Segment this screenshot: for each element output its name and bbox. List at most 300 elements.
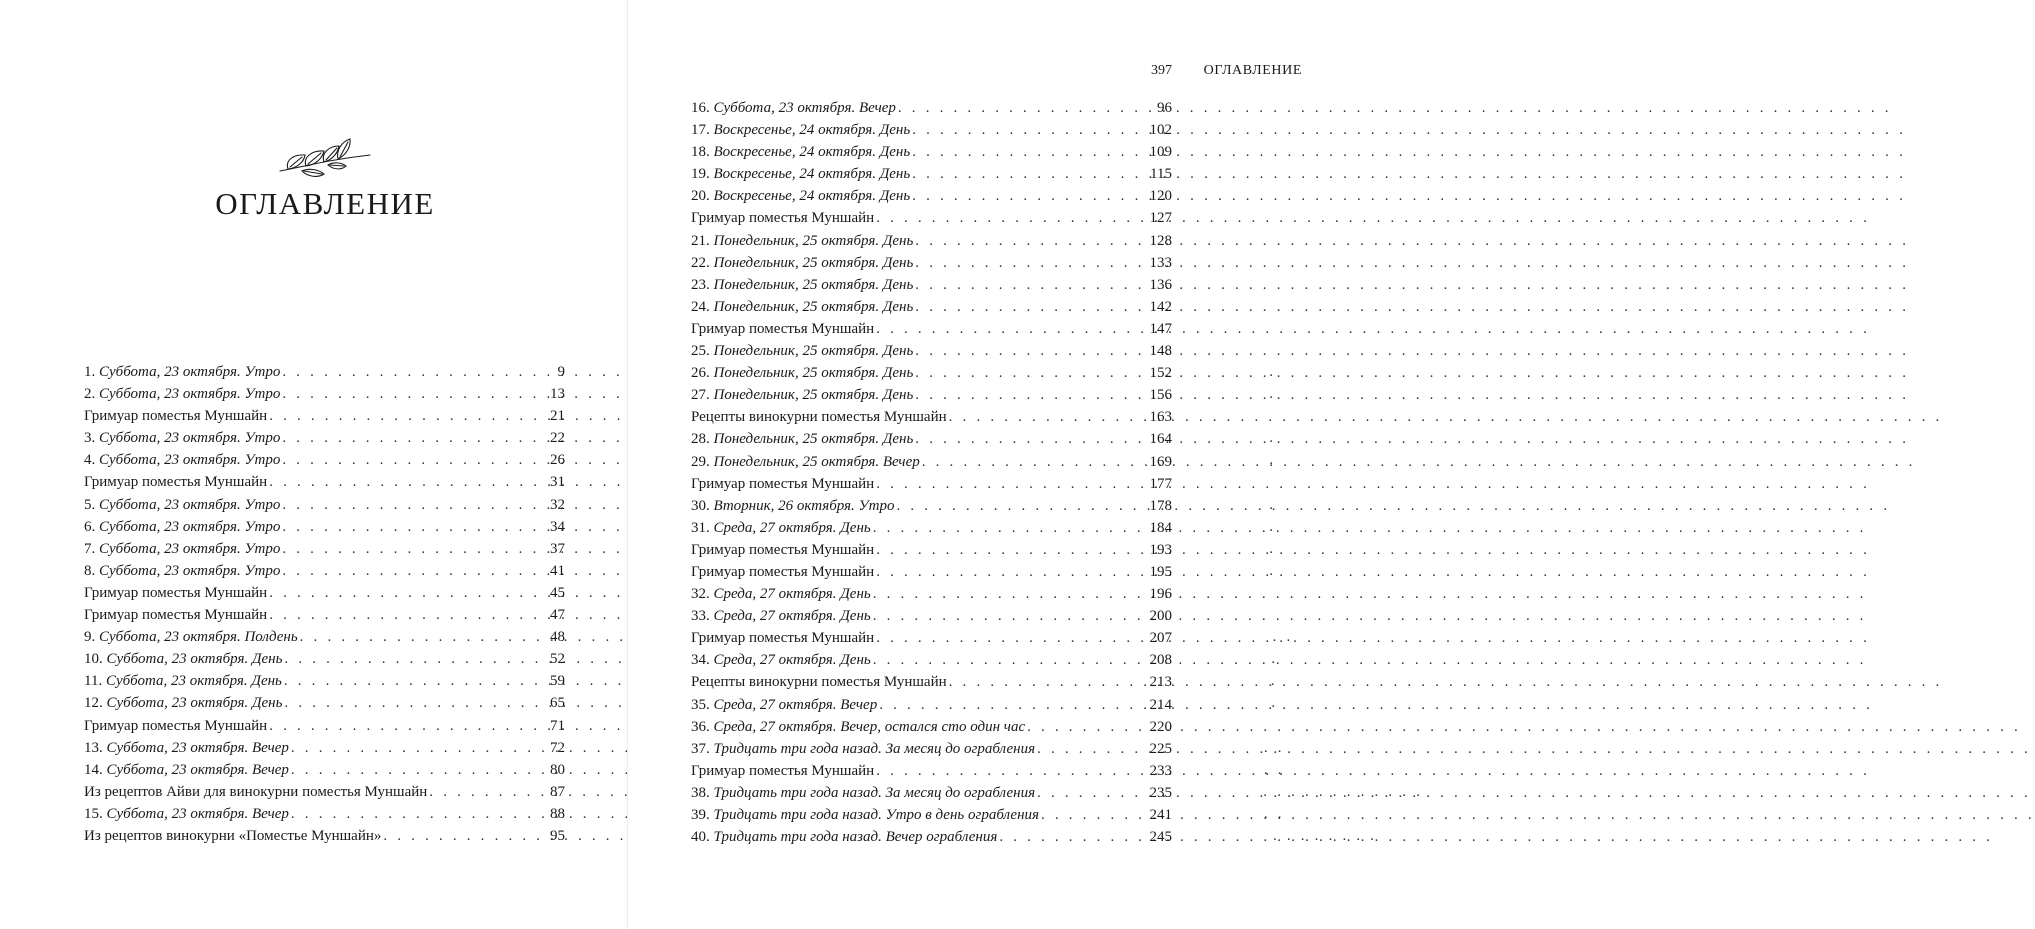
toc-entry-number: 26. — [691, 365, 714, 382]
toc-entry-page: 193 — [1149, 541, 1172, 558]
toc-entry — [84, 516, 565, 538]
dot-leader — [1039, 804, 1150, 826]
toc-entry-title: Суббота, 23 октября. Утро — [99, 430, 281, 447]
toc-entry — [691, 649, 1172, 671]
toc-entry-page: 127 — [1149, 210, 1172, 227]
dot-leader — [280, 494, 550, 516]
toc-entry — [84, 781, 565, 803]
toc-entry-page: 195 — [1149, 563, 1172, 580]
toc-entry-page: 26 — [550, 452, 565, 469]
toc-entry-page: 71 — [550, 717, 565, 734]
toc-entry-page: 233 — [1149, 762, 1172, 779]
toc-entry-text — [691, 428, 913, 450]
dot-leader — [871, 605, 1150, 627]
dot-leader — [920, 451, 1150, 473]
toc-entry-text — [691, 252, 913, 274]
toc-entry-text — [84, 383, 280, 405]
toc-entry — [691, 274, 1172, 296]
toc-entry-number: 33. — [691, 608, 714, 625]
toc-entry — [84, 449, 565, 471]
toc-entry-title: Гримуар поместья Муншайн — [691, 320, 875, 337]
toc-entry — [84, 715, 565, 737]
toc-entry-title: Тридцать три года назад. Утро в день ограбления — [713, 807, 1039, 823]
toc-entry-page: 169 — [1149, 453, 1172, 470]
toc-entry — [691, 340, 1172, 362]
toc-entry-title: Суббота, 23 октября. Утро — [99, 386, 281, 403]
toc-entry-page: 37 — [550, 540, 565, 557]
toc-entry-page: 109 — [1149, 144, 1172, 161]
toc-entry — [84, 737, 565, 759]
toc-title: ОГЛАВЛЕНИЕ — [215, 186, 435, 221]
toc-entry — [84, 405, 565, 427]
toc-entry — [691, 185, 1172, 207]
toc-entry — [84, 670, 565, 692]
toc-entry-page: 88 — [550, 805, 565, 822]
toc-entry-text — [691, 230, 913, 252]
toc-entry-text — [691, 605, 871, 627]
toc-entry-title: Понедельник, 25 октября. День — [713, 254, 914, 271]
toc-entry — [691, 428, 1172, 450]
toc-entry-title: Вторник, 26 октября. Утро — [713, 497, 895, 514]
toc-entry-page: 200 — [1149, 608, 1172, 625]
dot-leader — [1025, 716, 1149, 738]
dot-leader — [874, 207, 1149, 229]
toc-entry — [84, 560, 565, 582]
toc-entry-text — [691, 716, 1025, 738]
toc-entry-page: 156 — [1149, 387, 1172, 404]
toc-entry-page: 65 — [550, 695, 565, 712]
toc-entry-number: 21. — [691, 232, 714, 249]
toc-entry — [691, 318, 1172, 340]
toc-entry-page: 196 — [1149, 586, 1172, 603]
toc-entry-title: Воскресенье, 24 октября. День — [713, 188, 911, 205]
dot-leader — [427, 781, 550, 803]
toc-entry — [84, 361, 565, 383]
dot-leader — [947, 671, 1150, 693]
toc-entry-number: 40. — [691, 829, 714, 846]
dot-leader — [874, 539, 1149, 561]
toc-entry-title: Тридцать три года назад. За месяц до ограбления — [713, 784, 1036, 801]
toc-entry — [691, 605, 1172, 627]
toc-list-right — [691, 97, 1172, 848]
toc-entry-text — [691, 163, 910, 185]
toc-entry — [84, 759, 565, 781]
toc-entry-title: Понедельник, 25 октября. День — [713, 387, 914, 404]
toc-entry-title: Из рецептов винокурни «Поместье Муншайн» — [84, 827, 382, 844]
toc-entry-number: 16. — [691, 100, 714, 116]
toc-entry-number: 37. — [691, 740, 714, 757]
dot-leader — [282, 692, 550, 714]
toc-entry-text — [691, 185, 910, 207]
toc-entry-page: 32 — [550, 496, 565, 513]
toc-entry-page: 72 — [550, 739, 565, 756]
dot-leader — [280, 383, 550, 405]
toc-entry-number: 4. — [84, 452, 99, 469]
toc-entry-title: Понедельник, 25 октября. День — [713, 232, 914, 249]
running-head: ОГЛАВЛЕНИЕ — [1203, 63, 1302, 78]
toc-entry-title: Суббота, 23 октября. День — [105, 673, 282, 690]
dot-leader — [267, 715, 550, 737]
toc-entry-page: 13 — [550, 386, 565, 403]
toc-entry-text — [84, 471, 267, 493]
toc-entry-text — [691, 539, 874, 561]
dot-leader — [913, 340, 1149, 362]
toc-entry-number: 35. — [691, 696, 714, 713]
toc-entry-title: Гримуар поместья Муншайн — [691, 762, 875, 779]
toc-entry — [84, 471, 565, 493]
toc-entry — [84, 626, 565, 648]
toc-entry — [691, 738, 1172, 760]
toc-entry-title: Гримуар поместья Муншайн — [691, 541, 875, 558]
toc-entry-title: Тридцать три года назад. За месяц до ограбления — [713, 740, 1036, 757]
toc-entry-number: 20. — [691, 188, 714, 205]
toc-entry-page: 31 — [550, 474, 565, 491]
toc-entry-number: 31. — [691, 519, 714, 536]
toc-entry-number: 23. — [691, 276, 714, 293]
toc-entry-page: 152 — [1149, 365, 1172, 382]
toc-entry-page: 87 — [550, 783, 565, 800]
toc-entry — [691, 561, 1172, 583]
toc-entry-page: 207 — [1149, 630, 1172, 647]
toc-entry-text — [691, 649, 871, 671]
dot-leader — [280, 449, 550, 471]
toc-entry-text — [691, 362, 913, 384]
toc-entry-text — [691, 826, 997, 848]
toc-entry — [691, 517, 1172, 539]
toc-entry-text — [84, 759, 289, 781]
toc-entry-number: 17. — [691, 122, 714, 139]
toc-entry — [84, 427, 565, 449]
toc-entry — [84, 692, 565, 714]
toc-entry — [691, 119, 1172, 141]
toc-entry — [691, 671, 1172, 693]
dot-leader — [282, 648, 550, 670]
toc-entry — [84, 803, 565, 825]
toc-entry-title: Понедельник, 25 октября. День — [713, 431, 914, 448]
toc-entry-page: 220 — [1149, 718, 1172, 735]
toc-entry-number: 3. — [84, 430, 99, 447]
toc-entry-text — [84, 670, 282, 692]
toc-entry-title: Гримуар поместья Муншайн — [84, 607, 268, 624]
toc-list-left — [84, 361, 565, 847]
toc-entry — [691, 406, 1172, 428]
right-page — [628, 0, 1302, 929]
toc-entry-title: Гримуар поместья Муншайн — [84, 408, 268, 425]
toc-entry — [691, 362, 1172, 384]
dot-leader — [280, 560, 550, 582]
toc-entry — [691, 694, 1172, 716]
toc-entry-page: 96 — [1157, 100, 1172, 116]
dot-leader — [280, 538, 550, 560]
toc-entry-title: Гримуар поместья Муншайн — [84, 717, 268, 734]
toc-entry — [691, 473, 1172, 495]
toc-entry-title: Среда, 27 октября. День — [713, 608, 871, 625]
toc-entry-number: 14. — [84, 761, 107, 778]
toc-entry-number: 32. — [691, 586, 714, 603]
dot-leader — [1035, 782, 1149, 804]
toc-entry-page: 34 — [550, 518, 565, 535]
toc-entry — [691, 804, 1172, 826]
toc-entry-number: 28. — [691, 431, 714, 448]
toc-entry — [691, 230, 1172, 252]
toc-entry — [691, 539, 1172, 561]
toc-entry-number: 36. — [691, 718, 714, 735]
toc-entry-title: Суббота, 23 октября. День — [106, 651, 283, 668]
dot-leader — [267, 604, 550, 626]
toc-entry-title: Воскресенье, 24 октября. День — [713, 122, 911, 139]
toc-entry — [691, 207, 1172, 229]
toc-entry — [84, 383, 565, 405]
toc-entry-number: 8. — [84, 562, 99, 579]
dot-leader — [280, 361, 553, 383]
toc-entry-page: 59 — [550, 673, 565, 690]
toc-entry-page: 214 — [1149, 696, 1172, 713]
toc-entry-number: 5. — [84, 496, 99, 513]
dot-leader — [298, 626, 550, 648]
toc-entry-text — [691, 340, 913, 362]
toc-entry-text — [691, 384, 913, 406]
dot-leader — [913, 428, 1149, 450]
toc-entry-page: 52 — [550, 651, 565, 668]
dot-leader — [871, 517, 1150, 539]
dot-leader — [874, 473, 1149, 495]
toc-entry-text — [691, 561, 874, 583]
toc-entry-text — [84, 494, 280, 516]
dot-leader — [874, 760, 1149, 782]
toc-entry-text — [84, 648, 282, 670]
toc-entry-page: 213 — [1149, 674, 1172, 691]
dot-leader — [267, 405, 550, 427]
toc-entry-number: 30. — [691, 497, 714, 514]
toc-entry-page: 147 — [1149, 320, 1172, 337]
toc-entry-number: 38. — [691, 784, 714, 801]
toc-entry-page: 163 — [1149, 409, 1172, 426]
toc-entry-text — [691, 760, 874, 782]
toc-entry-page: 208 — [1149, 652, 1172, 669]
toc-entry-text — [691, 738, 1035, 760]
toc-entry-title: Суббота, 23 октября. Вечер — [106, 761, 289, 778]
toc-entry-title: Гримуар поместья Муншайн — [84, 474, 268, 491]
toc-entry-title: Суббота, 23 октября. Утро — [99, 452, 281, 469]
toc-entry-title: Суббота, 23 октября. Утро — [99, 562, 281, 579]
toc-entry-title: Гримуар поместья Муншайн — [691, 210, 875, 227]
dot-leader — [280, 427, 550, 449]
toc-entry-number: 15. — [84, 805, 107, 822]
toc-entry-title: Суббота, 23 октября. Утро — [99, 496, 281, 513]
toc-entry-title: Среда, 27 октября. Вечер — [713, 696, 878, 713]
toc-entry — [691, 716, 1172, 738]
toc-entry — [691, 296, 1172, 318]
toc-entry-text — [691, 627, 874, 649]
toc-entry-title: Понедельник, 25 октября. День — [713, 343, 914, 360]
toc-entry-page: 133 — [1149, 254, 1172, 271]
toc-entry-text — [691, 207, 874, 229]
dot-leader — [947, 406, 1150, 428]
toc-entry-text — [84, 626, 298, 648]
toc-entry-number: 18. — [691, 144, 714, 161]
toc-entry-title: Гримуар поместья Муншайн — [691, 563, 875, 580]
toc-entry-page: 245 — [1149, 829, 1172, 846]
toc-entry-page: 48 — [550, 629, 565, 646]
toc-entry-title: Суббота, 23 октября. Утро — [99, 518, 281, 535]
toc-entry-title: Среда, 27 октября. Вечер, остался сто один час — [713, 718, 1026, 735]
dot-leader — [910, 141, 1149, 163]
toc-entry-number: 7. — [84, 540, 99, 557]
toc-entry-text — [691, 97, 896, 119]
toc-entry-text — [84, 560, 280, 582]
dot-leader — [896, 97, 1157, 119]
dot-leader — [282, 670, 550, 692]
toc-entry-title: Среда, 27 октября. День — [713, 652, 871, 669]
toc-entry — [691, 782, 1172, 804]
toc-entry-title: Гримуар поместья Муншайн — [691, 475, 875, 492]
toc-entry-text — [84, 516, 280, 538]
dot-leader — [871, 583, 1150, 605]
toc-entry-title: Понедельник, 25 октября. День — [713, 276, 914, 293]
toc-entry — [691, 163, 1172, 185]
toc-entry-text — [691, 495, 894, 517]
toc-entry-title: Среда, 27 октября. День — [713, 586, 871, 603]
toc-entry-number: 12. — [84, 695, 107, 712]
toc-entry-title: Гримуар поместья Муншайн — [84, 584, 268, 601]
dot-leader — [267, 471, 550, 493]
toc-entry-title: Рецепты винокурни поместья Муншайн — [691, 674, 947, 691]
toc-entry-text — [84, 405, 267, 427]
toc-entry — [691, 495, 1172, 517]
toc-entry-page: 115 — [1150, 166, 1172, 183]
toc-entry-page: 142 — [1149, 298, 1172, 315]
toc-entry-text — [691, 583, 871, 605]
toc-entry-page: 184 — [1149, 519, 1172, 536]
toc-entry-title: Суббота, 23 октября. Полдень — [99, 629, 298, 646]
toc-entry-number: 39. — [691, 807, 714, 823]
toc-entry-text — [84, 825, 381, 847]
toc-entry — [84, 825, 565, 847]
dot-leader — [913, 252, 1149, 274]
toc-entry-page: 21 — [550, 408, 565, 425]
toc-entry-text — [691, 274, 913, 296]
toc-entry-text — [691, 406, 947, 428]
toc-entry-page: 47 — [550, 607, 565, 624]
toc-entry-text — [691, 804, 1039, 826]
dot-leader — [289, 737, 550, 759]
toc-entry-title: Тридцать три года назад. Вечер ограбления — [713, 829, 998, 846]
toc-entry-text — [84, 781, 427, 803]
toc-entry-text — [691, 473, 874, 495]
toc-entry-page: 41 — [550, 562, 565, 579]
toc-entry — [691, 627, 1172, 649]
dot-leader — [913, 384, 1149, 406]
toc-entry — [691, 252, 1172, 274]
dot-leader — [874, 627, 1149, 649]
toc-entry-title: Понедельник, 25 октября. Вечер — [713, 453, 920, 470]
toc-entry-text — [84, 361, 280, 383]
toc-entry-number: 2. — [84, 386, 99, 403]
toc-entry-page: 95 — [550, 827, 565, 844]
toc-entry — [691, 451, 1172, 473]
toc-entry-text — [84, 737, 289, 759]
toc-entry-title: Понедельник, 25 октября. День — [713, 365, 914, 382]
toc-entry — [691, 384, 1172, 406]
toc-entry-title: Суббота, 23 октября. Вечер — [106, 739, 289, 756]
toc-entry-page: 9 — [557, 364, 565, 380]
dot-leader — [894, 495, 1149, 517]
toc-entry-text — [84, 582, 267, 604]
toc-entry-title: Суббота, 23 октября. Утро — [99, 364, 281, 380]
toc-entry-page: 241 — [1149, 807, 1172, 823]
dot-leader — [280, 516, 550, 538]
toc-entry-number: 9. — [84, 629, 99, 646]
dot-leader — [267, 582, 550, 604]
toc-entry-text — [84, 427, 280, 449]
dot-leader — [1035, 738, 1149, 760]
toc-entry — [84, 494, 565, 516]
toc-entry-page: 177 — [1149, 475, 1172, 492]
toc-entry — [84, 538, 565, 560]
toc-entry-text — [691, 451, 920, 473]
toc-entry — [691, 141, 1172, 163]
toc-entry-text — [691, 671, 947, 693]
dot-leader — [997, 826, 1149, 848]
toc-entry-title: Воскресенье, 24 октября. День — [713, 144, 911, 161]
toc-entry-text — [84, 803, 289, 825]
toc-entry-number: 25. — [691, 343, 714, 360]
leafy-branch-icon — [276, 133, 372, 179]
toc-entry-text — [691, 296, 913, 318]
dot-leader — [289, 759, 550, 781]
toc-entry-page: 45 — [550, 584, 565, 601]
toc-entry-text — [691, 318, 874, 340]
dot-leader — [874, 561, 1149, 583]
toc-entry-title: Понедельник, 25 октября. День — [713, 298, 914, 315]
toc-entry-title: Суббота, 23 октября. Вечер — [106, 805, 289, 822]
toc-entry-text — [84, 692, 282, 714]
dot-leader — [913, 230, 1149, 252]
toc-entry-page: 148 — [1149, 343, 1172, 360]
dot-leader — [871, 649, 1150, 671]
toc-entry — [84, 648, 565, 670]
toc-entry-title: Гримуар поместья Муншайн — [691, 630, 875, 647]
toc-entry-title: Среда, 27 октября. День — [713, 519, 871, 536]
toc-entry-page: 178 — [1149, 497, 1172, 514]
toc-entry-number: 22. — [691, 254, 714, 271]
toc-entry-text — [84, 449, 280, 471]
toc-entry-title: Суббота, 23 октября. Утро — [99, 540, 281, 557]
toc-entry — [691, 97, 1172, 119]
dot-leader — [381, 825, 550, 847]
toc-entry-page: 235 — [1149, 784, 1172, 801]
toc-entry-text — [691, 694, 877, 716]
dot-leader — [874, 318, 1149, 340]
toc-entry-text — [691, 119, 910, 141]
toc-entry-text — [691, 782, 1035, 804]
toc-entry-title: Из рецептов Айви для винокурни поместья Муншайн — [84, 783, 428, 800]
toc-entry — [691, 760, 1172, 782]
dot-leader — [910, 119, 1149, 141]
toc-entry — [84, 604, 565, 626]
left-page — [0, 0, 627, 929]
toc-entry — [691, 583, 1172, 605]
toc-entry-page: 136 — [1149, 276, 1172, 293]
toc-entry-page: 128 — [1149, 232, 1172, 249]
toc-entry-number: 27. — [691, 387, 714, 404]
dot-leader — [910, 185, 1149, 207]
toc-entry-title: Воскресенье, 24 октября. День — [713, 166, 911, 183]
toc-entry-text — [691, 517, 871, 539]
dot-leader — [913, 362, 1149, 384]
toc-entry-number: 10. — [84, 651, 107, 668]
toc-entry-text — [691, 141, 910, 163]
